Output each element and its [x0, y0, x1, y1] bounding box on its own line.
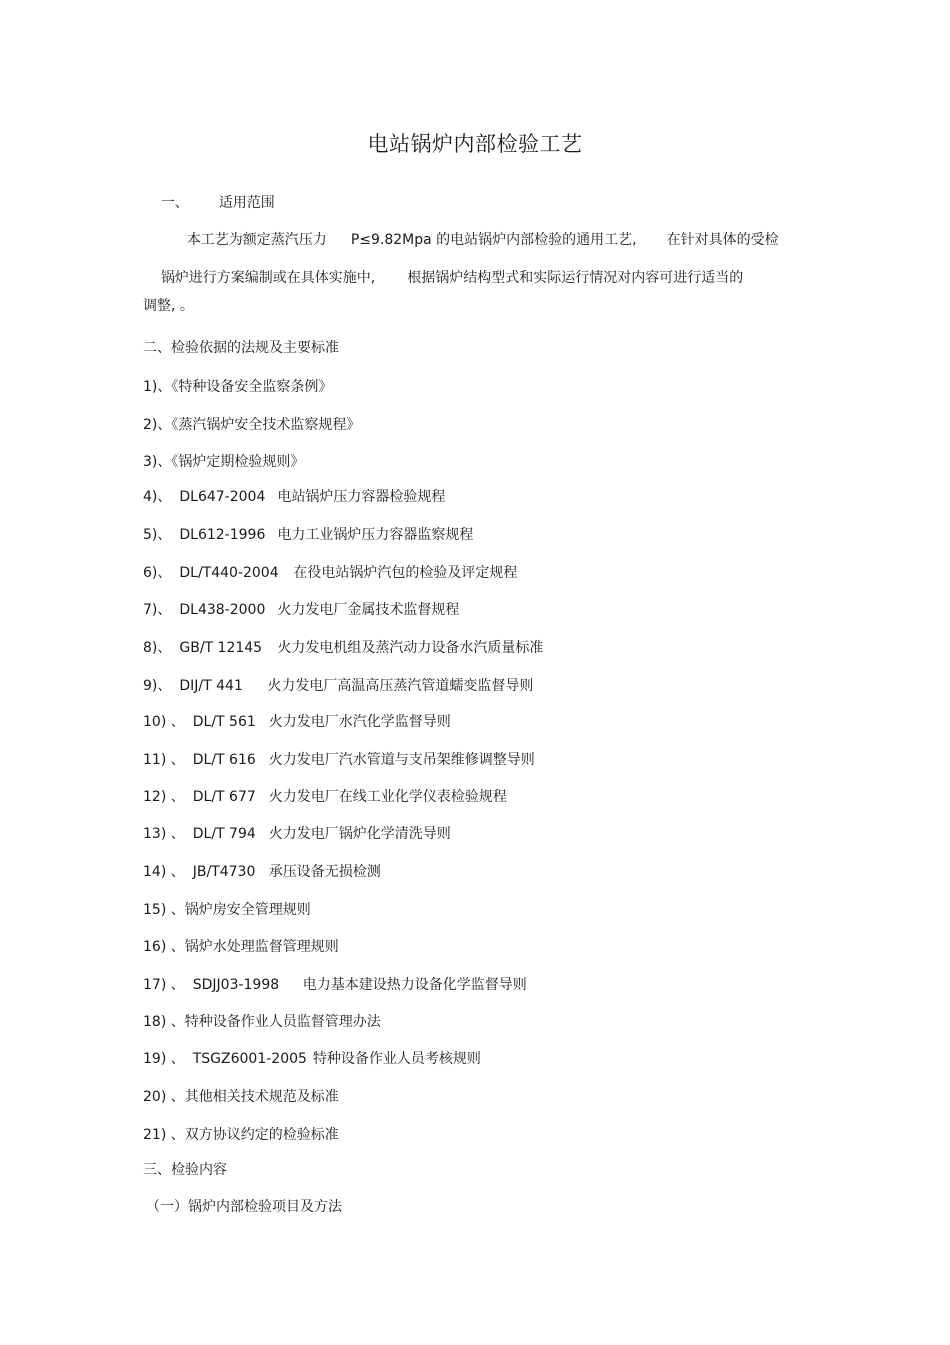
- standard-item-text: 火力发电厂在线工业化学仪表检验规程: [268, 789, 507, 805]
- standard-item-code: DL612-1996: [179, 527, 266, 543]
- standard-item-text: 火力发电厂金属技术监督规程: [277, 602, 460, 618]
- standard-item: [143, 526, 473, 544]
- standard-item-text: 《蒸汽锅炉安全技术监察规程》: [171, 417, 361, 433]
- standard-item-number: 11) 、: [143, 752, 185, 768]
- scope-line2-part-b: 根据锅炉结构型式和实际运行情况对内容可进行适当的: [407, 270, 744, 286]
- standard-item-number: 12) 、: [143, 789, 185, 805]
- standard-item-code: DIJ/T 441: [179, 678, 243, 694]
- standard-item: [143, 976, 527, 994]
- standard-item-number: 1)、: [143, 379, 172, 395]
- standard-item: [143, 1126, 339, 1144]
- section-2-heading: 二、检验依据的法规及主要标准: [143, 340, 339, 356]
- standard-item-text: 火力发电厂汽水管道与支吊架维修调整导则: [268, 752, 535, 768]
- standard-item-number: 4)、: [143, 489, 172, 505]
- section-1-number: 一、: [160, 195, 189, 211]
- standard-item-number: 16) 、: [143, 939, 185, 955]
- standard-item: [143, 1088, 339, 1106]
- standard-item: [143, 564, 517, 582]
- standard-item-text: 承压设备无损检测: [268, 864, 381, 880]
- standard-item: [143, 639, 543, 657]
- standard-item: [143, 677, 533, 695]
- standard-item-code: GB/T 12145: [179, 640, 263, 656]
- standard-item-number: 13) 、: [143, 826, 185, 842]
- standard-item-text: 《特种设备安全监察条例》: [171, 379, 333, 395]
- scope-line1-part-a: 本工艺为额定蒸汽压力: [186, 232, 327, 248]
- standard-item: [143, 1050, 481, 1068]
- standard-item-code: DL647-2004: [179, 489, 266, 505]
- standard-item-number: 5)、: [143, 527, 172, 543]
- standard-item: [143, 863, 381, 881]
- standard-item-code: DL/T 561: [192, 714, 256, 730]
- scope-paragraph-line-2: [143, 251, 743, 305]
- standard-item: [143, 416, 360, 434]
- standard-item-code: DL/T 677: [192, 789, 256, 805]
- section-3-heading: 三、检验内容: [143, 1162, 227, 1178]
- standard-item-number: 18) 、: [143, 1014, 185, 1030]
- standard-item-code: DL/T 794: [192, 826, 256, 842]
- standard-item-code: SDJJ03-1998: [192, 977, 280, 993]
- standard-item-code: JB/T4730: [192, 864, 256, 880]
- standard-item-code: DL/T440-2004: [179, 565, 279, 581]
- standard-item: [143, 453, 304, 471]
- document-title: 电站锅炉内部检验工艺: [367, 132, 583, 156]
- standard-item-text: 双方协议约定的检验标准: [184, 1127, 339, 1143]
- standard-item-number: 3)、: [143, 454, 172, 470]
- standard-item-text: 锅炉水处理监督管理规则: [184, 939, 339, 955]
- standard-item-text: 电力基本建设热力设备化学监督导则: [302, 977, 527, 993]
- standard-item-number: 8)、: [143, 640, 172, 656]
- standard-item: [143, 901, 311, 919]
- standard-item-number: 14) 、: [143, 864, 185, 880]
- standard-item: [143, 378, 332, 396]
- section-3-subheading: （一）锅炉内部检验项目及方法: [146, 1199, 342, 1215]
- standard-item-text: 火力发电厂锅炉化学清洗导则: [268, 826, 451, 842]
- scope-line1-part-b: P≤9.82Mpa 的电站锅炉内部检验的通用工艺,: [350, 232, 637, 248]
- standard-item: [143, 1013, 381, 1031]
- scope-paragraph-line-3: 调整, 。: [143, 298, 194, 314]
- standard-item-text: 其他相关技术规范及标准: [184, 1089, 339, 1105]
- standard-item-number: 6)、: [143, 565, 172, 581]
- standard-item-text: 电力工业锅炉压力容器监察规程: [277, 527, 474, 543]
- standard-item-text: 特种设备作业人员监督管理办法: [184, 1014, 381, 1030]
- standard-item-number: 9)、: [143, 678, 172, 694]
- standard-item-code: TSGZ6001-2005: [192, 1051, 307, 1067]
- standard-item: [143, 938, 339, 956]
- standard-item: [143, 601, 459, 619]
- standard-item-code: DL/T 616: [192, 752, 256, 768]
- standard-item-number: 7)、: [143, 602, 172, 618]
- standard-item-text: 火力发电厂水汽化学监督导则: [268, 714, 451, 730]
- standard-item-number: 19) 、: [143, 1051, 185, 1067]
- standard-item-text: 《锅炉定期检验规则》: [171, 454, 305, 470]
- standard-item: [143, 488, 445, 506]
- standard-item: [143, 788, 507, 806]
- standard-item: [143, 713, 451, 731]
- standard-item: [143, 751, 535, 769]
- section-1-title: 适用范围: [218, 195, 275, 211]
- standard-item-text: 锅炉房安全管理规则: [184, 902, 311, 918]
- scope-line2-part-a: 锅炉进行方案编制或在具体实施中,: [160, 270, 376, 286]
- standard-item: [143, 825, 451, 843]
- standard-item-number: 17) 、: [143, 977, 185, 993]
- standard-item-text: 在役电站锅炉汽包的检验及评定规程: [293, 565, 518, 581]
- scope-line1-part-c: 在针对具体的受检: [666, 232, 779, 248]
- standard-item-number: 2)、: [143, 417, 172, 433]
- standard-item-code: DL438-2000: [179, 602, 266, 618]
- standard-item-number: 20) 、: [143, 1089, 185, 1105]
- standard-item-text: 特种设备作业人员考核规则: [312, 1051, 481, 1067]
- standard-item-number: 10) 、: [143, 714, 185, 730]
- standard-item-text: 电站锅炉压力容器检验规程: [277, 489, 446, 505]
- standard-item-number: 21) 、: [143, 1127, 185, 1143]
- standard-item-number: 15) 、: [143, 902, 185, 918]
- standard-item-text: 火力发电机组及蒸汽动力设备水汽质量标准: [277, 640, 544, 656]
- standard-item-text: 火力发电厂高温高压蒸汽管道蠕变监督导则: [267, 678, 534, 694]
